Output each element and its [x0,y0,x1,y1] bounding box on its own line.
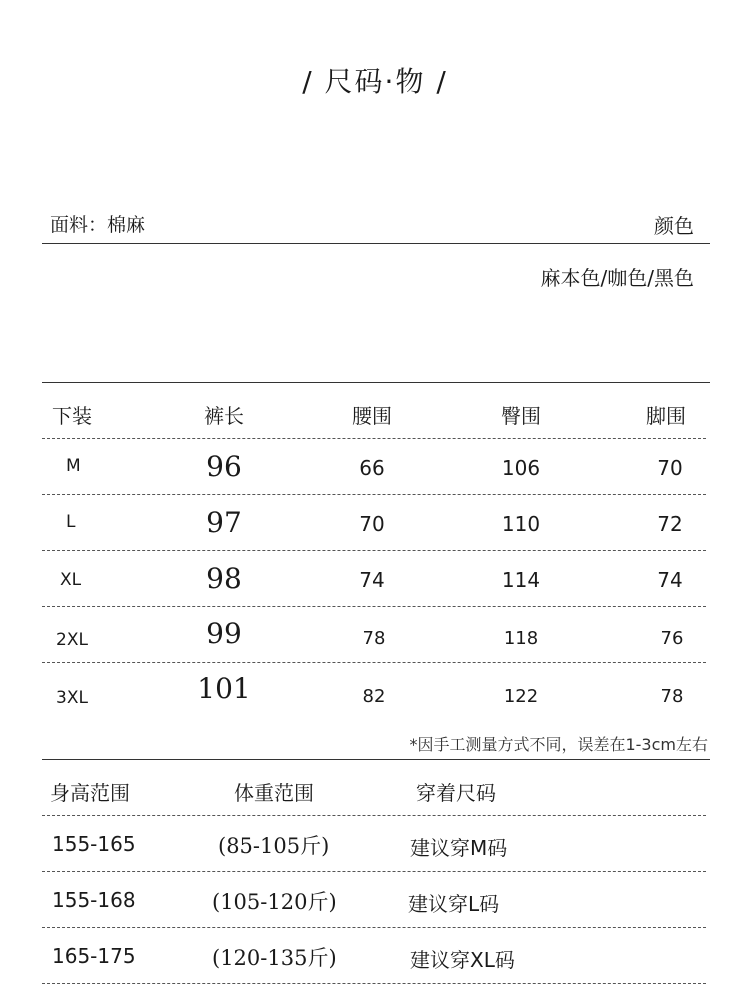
size-recommendation-cell: 建议穿L码 [408,892,500,916]
waist-cell: 74 [359,568,385,592]
header-length: 裤长 [204,404,244,428]
header-bottoms: 下装 [52,404,92,428]
size-cell: L [66,512,76,532]
measurement-note: *因手工测量方式不同，误差在1-3cm左右 [409,735,708,754]
row-divider [42,662,706,663]
height-cell: 165-175 [52,944,136,968]
fabric-info: 面料：棉麻 [50,214,146,236]
hem-cell: 70 [657,456,683,480]
row-divider [42,927,706,928]
length-cell: 101 [197,672,251,705]
length-cell: 98 [206,562,242,595]
divider [42,243,710,244]
header-weight-range: 体重范围 [234,781,314,805]
hem-cell: 74 [657,568,683,592]
row-divider [42,438,706,439]
waist-cell: 70 [359,512,385,536]
waist-cell: 78 [362,628,386,649]
header-hem: 脚围 [646,404,686,428]
hip-cell: 114 [501,568,541,592]
size-cell: 3XL [56,688,88,708]
hip-cell: 122 [503,686,539,707]
row-divider [42,494,706,495]
header-hip: 臀围 [501,404,541,428]
header-recommended-size: 穿着尺码 [416,781,496,805]
weight-cell: (120-135斤) [212,946,337,970]
size-cell: 2XL [56,630,88,650]
header-waist: 腰围 [352,404,392,428]
color-options: 麻本色/咖色/黑色 [540,266,694,290]
size-recommendation-cell: 建议穿M码 [410,836,508,860]
color-label: 颜色 [654,214,694,238]
header-height-range: 身高范围 [50,781,130,805]
row-divider [42,871,706,872]
length-cell: 97 [206,506,242,539]
weight-cell: (85-105斤) [218,834,330,858]
page-title: / 尺码·物 / [302,65,448,98]
weight-cell: (105-120斤) [212,890,337,914]
row-divider [42,550,706,551]
row-divider [42,983,706,984]
hem-cell: 72 [657,512,683,536]
size-cell: XL [60,570,82,590]
hip-cell: 110 [501,512,541,536]
size-table-top-line [42,382,710,383]
hip-cell: 118 [503,628,539,649]
hip-cell: 106 [501,456,541,480]
row-divider [42,815,706,816]
recommend-table-top-line [42,759,710,760]
waist-cell: 66 [359,456,385,480]
length-cell: 96 [206,450,242,483]
size-cell: M [66,456,81,476]
length-cell: 99 [206,617,242,650]
row-divider [42,606,706,607]
waist-cell: 82 [362,686,386,707]
height-cell: 155-168 [52,888,136,912]
hem-cell: 76 [660,628,684,649]
hem-cell: 78 [660,686,684,707]
size-recommendation-cell: 建议穿XL码 [410,948,515,972]
height-cell: 155-165 [52,832,136,856]
